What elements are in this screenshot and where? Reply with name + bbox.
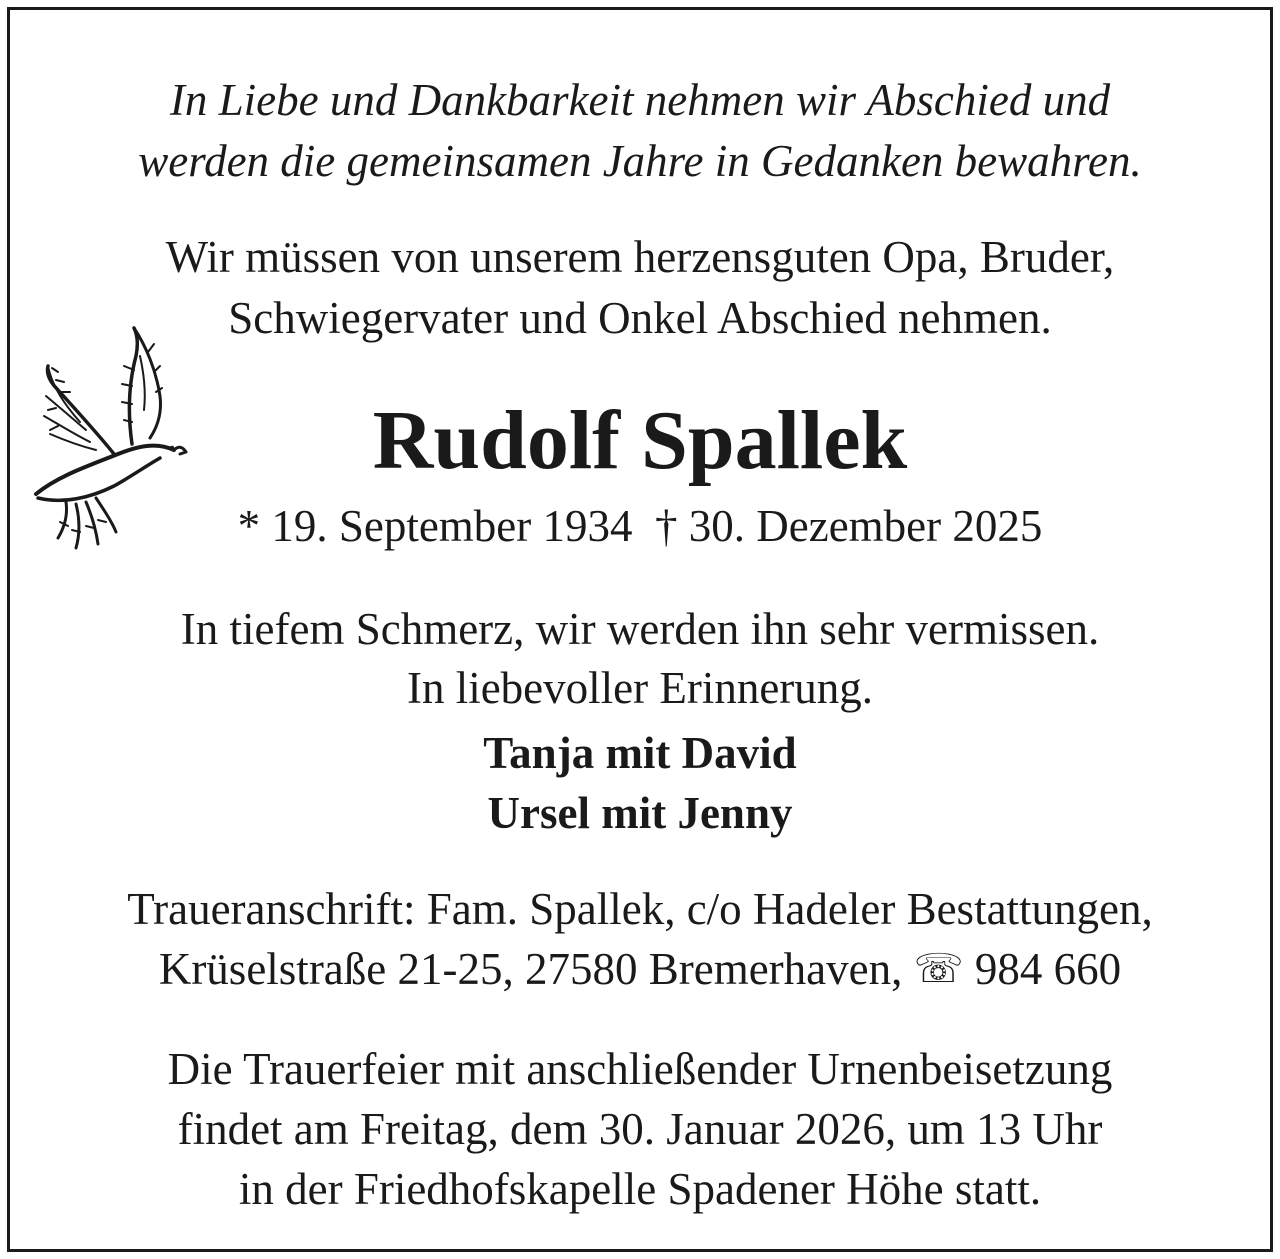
ceremony-line-1: Die Trauerfeier mit anschließender Urnenbeisetzung — [167, 1044, 1113, 1094]
deceased-name: Rudolf Spallek — [372, 394, 908, 487]
mourning-line-2: In liebevoller Erinnerung. — [406, 663, 874, 713]
farewell-line-2: Schwiegervater und Onkel Abschied nehmen. — [228, 293, 1052, 343]
mourning-line-1: In tiefem Schmerz, wir werden ihn sehr vermissen. — [180, 604, 1100, 654]
phone-number: 984 660 — [974, 944, 1122, 994]
family-line-2: Ursel mit Jenny — [487, 788, 793, 838]
farewell-line-1: Wir müssen von unserem herzensguten Opa, Bruder, — [165, 232, 1115, 282]
family-line-1: Tanja mit David — [483, 728, 797, 778]
ceremony-line-2: findet am Freitag, dem 30. Januar 2026, um 13 Uhr — [177, 1104, 1103, 1154]
intro-line-1: In Liebe und Dankbarkeit nehmen wir Abschied und — [169, 75, 1111, 125]
address-line-2 — [0, 943, 1280, 995]
ceremony-line-3: in der Friedhofskapelle Spadener Höhe statt. — [238, 1164, 1042, 1214]
intro-line-2: werden die gemeinsamen Jahre in Gedanken bewahren. — [138, 136, 1142, 186]
life-dates: * 19. September 1934 † 30. Dezember 2025 — [237, 501, 1043, 551]
telephone-icon: ☏ — [913, 946, 964, 991]
address-street: Krüselstraße 21-25, 27580 Bremerhaven, — [158, 944, 903, 994]
address-line-1: Traueranschrift: Fam. Spallek, c/o Hadeler Bestattungen, — [127, 884, 1153, 934]
